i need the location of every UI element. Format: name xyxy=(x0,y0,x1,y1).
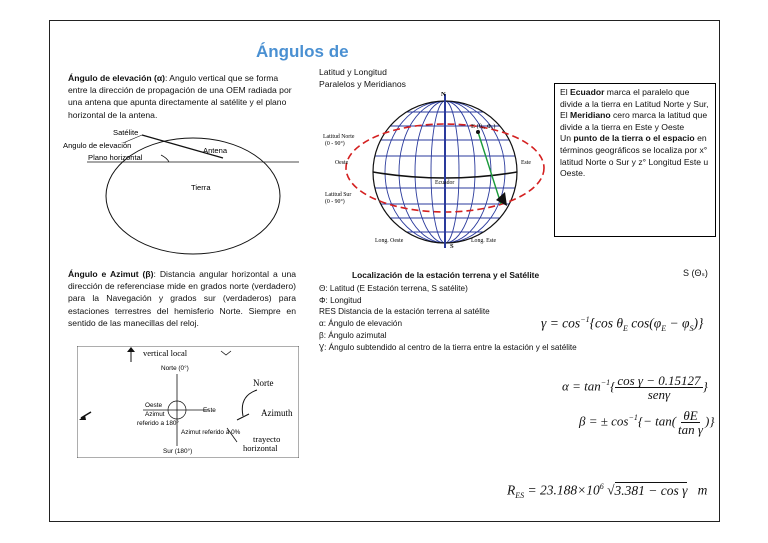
vertical-local-label: vertical local xyxy=(143,348,188,358)
box-p1-a: El xyxy=(560,87,571,97)
horizontal-plane-label: Plano horizontal xyxy=(88,153,143,162)
page-title: Ángulos de xyxy=(256,42,349,61)
azimuth-figure xyxy=(77,346,299,458)
list-item: Φ: Longitud xyxy=(319,295,362,305)
south-180-label: Sur (180°) xyxy=(163,448,193,455)
box-p3-b: punto de la tierra o el espacio xyxy=(573,133,695,144)
east-label-az: Este xyxy=(203,407,216,414)
azimuth-term: Ángulo e Azimut (β) xyxy=(68,269,154,279)
latlon-heading xyxy=(319,66,519,90)
earth-label: Tierra xyxy=(191,183,211,192)
elevation-figure xyxy=(63,128,303,258)
box-p2-c: cero marca la latitud que divide a la tierra en Este y Oeste xyxy=(560,110,708,132)
gamma-equation: $\gamma = \cos^{-1}\{\cos$ $\theta_E$ $\cos(\varphi_E - \varphi_S)$} xyxy=(541,315,704,334)
azimuth-label: Azimuth xyxy=(261,408,293,418)
list-item: Θ: Latitud (E Estación terrena, S satélite) xyxy=(319,284,468,293)
latlon-line1: Latitud y Longitud xyxy=(319,67,387,77)
list-item: Ɣ: Ángulo subtendido al centro de la tierra entre la estación y el satélite xyxy=(319,342,577,352)
satellite-latitude-label: S (Θₛ) xyxy=(683,268,708,278)
globe-figure xyxy=(321,92,549,254)
list-item: α: Ángulo de elevación xyxy=(319,319,403,329)
box-p3-a: Un xyxy=(560,133,574,144)
box-p2-b: Meridiano xyxy=(570,110,611,121)
azimuth-180-label: Azimut xyxy=(145,411,165,418)
beta-equation: β = ± $\cos^{-1}\{- \tan$( $\frac{\theta E}{\text{tan γ}}$ )} xyxy=(579,408,715,437)
lat-north-range: (0 - 90°) xyxy=(325,141,345,147)
earth-station-point-label: E (θₑ, Φₑ) xyxy=(471,123,496,130)
horizontal-label: horizontal xyxy=(243,443,278,453)
elevation-angle-label: Angulo de elevación xyxy=(63,141,132,150)
lat-north-label: Latitud Norte xyxy=(323,134,355,140)
long-east-label: Long. Este xyxy=(471,238,497,244)
distance-equation: $R_{ES} = 23.188\times 10^6$ √3.381 − cos γ m xyxy=(507,482,708,501)
antenna-label: Antena xyxy=(203,146,228,155)
elevation-body: : Angulo vertical que se forma entre la dirección de propagación de una OEM radiada por una antena que apunta directamente al satélite y el plano horizontal de la antena. xyxy=(68,73,292,120)
ref-zero-label: Azimut referido a 0% xyxy=(181,429,241,436)
south-label: S xyxy=(450,243,454,250)
azimuth-body: : Distancia angular horizontal a una dirección de referenciase mide en grados norte (verdadero) para la Navegación y grados sur (verdaderos) para estaciones terrestres del hemisferio Norte. Siempre en sentido de las manecillas del reloj. xyxy=(68,269,297,328)
list-item: RES Distancia de la estación terrena al satélite xyxy=(319,307,490,317)
long-west-label: Long. Oeste xyxy=(375,238,404,244)
satellite-label: Satélite xyxy=(113,128,139,137)
ecuador-info-box xyxy=(554,83,716,237)
box-p1-b: Ecuador xyxy=(570,87,605,97)
ref-180-label: referido a 180° xyxy=(137,420,179,427)
box-p2-a: El xyxy=(560,110,571,121)
lat-south-range: (0 - 90°) xyxy=(325,199,345,205)
lat-south-label: Latitud Sur xyxy=(325,192,352,198)
equator-label: Ecuador xyxy=(435,180,455,186)
list-item: β: Ángulo azimutal xyxy=(319,330,387,340)
box-p3-c: en términos geográficos se localiza por x° latitud Norte o Sur y z° Longitud Este u Oeste. xyxy=(560,133,709,179)
east-label: Este xyxy=(521,160,531,166)
elevation-term: Ángulo de elevación (α) xyxy=(68,73,165,83)
elevation-definition xyxy=(68,72,296,121)
north-label: N xyxy=(441,92,446,98)
azimuth-definition xyxy=(68,268,296,329)
alpha-equation: $\alpha = \tan^{-1}${ $\frac{\text{cos γ − 0.15127}}{\text{senγ}}$ } xyxy=(562,373,708,402)
localization-title: Localización de la estación terrena y el Satélite xyxy=(352,270,540,280)
latlon-line2: Paralelos y Meridianos xyxy=(319,79,406,90)
norte-label: Norte xyxy=(253,378,274,388)
trayecto-label: trayecto xyxy=(253,434,281,444)
box-p1-c: marca el paralelo que divide a la tierra en Latitud Norte y Sur, xyxy=(560,87,709,109)
north-zero-label: Norte (0°) xyxy=(161,365,189,372)
west-label: Oeste xyxy=(335,160,349,166)
west-label-az: Oeste xyxy=(145,402,163,409)
